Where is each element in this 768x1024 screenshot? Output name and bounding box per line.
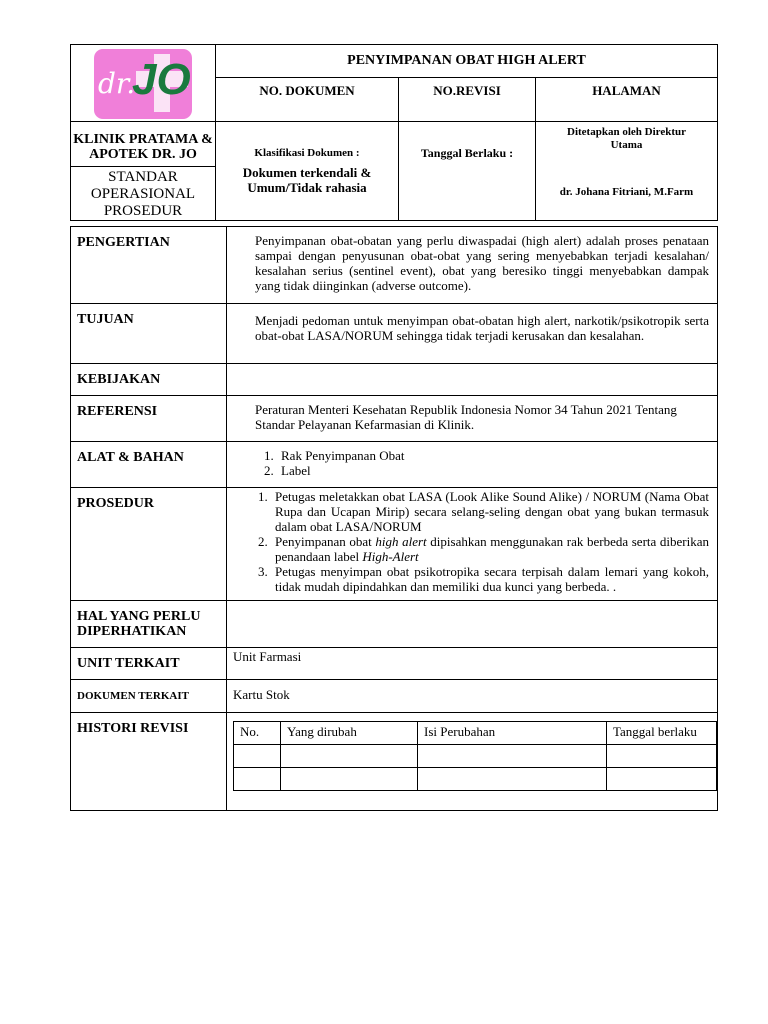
kebijakan-label: KEBIJAKAN bbox=[71, 364, 227, 396]
tujuan-label: TUJUAN bbox=[71, 304, 227, 364]
prosedur-step-1: 1. Petugas meletakkan obat LASA (Look Alike Sound Alike) / NORUM (Nama Obat Rupa dan Ucapan Mirip) secara selang-seling dengan obat yang bukan termasuk dalam obat LASA/NORUM bbox=[271, 489, 709, 534]
pengertian-text: Penyimpanan obat-obatan yang perlu diwaspadai (high alert) adalah proses penataan sampai dengan penyusunan obat-obat yang sering menyebabkan terjadi kesalahan/ kesalahan serius (sentinel event), obat yang beresiko tinggi menyebabkan dampak yang tidak diinginkan (adverse outcome). bbox=[227, 227, 718, 304]
prosedur-step-3: 3. Petugas menyimpan obat psikotropika secara terpisah dalam lemari yang kokoh, tidak mudah dipindahkan dan memiliki dua kunci yang berbeda. . bbox=[271, 564, 709, 594]
list-item: 1. Rak Penyimpanan Obat bbox=[277, 448, 709, 463]
table-header: Yang dirubah bbox=[281, 722, 418, 745]
logo-text-dr: dr. bbox=[98, 67, 136, 100]
klasifikasi-label: Klasifikasi Dokumen : bbox=[254, 147, 360, 159]
dokumen-terkait-text: Kartu Stok bbox=[227, 680, 718, 713]
ditetapkan-label: Ditetapkan oleh Direktur Utama bbox=[567, 126, 686, 151]
dokumen-terkait-label: DOKUMEN TERKAIT bbox=[71, 680, 227, 713]
table-header: No. bbox=[234, 722, 281, 745]
table-header: Tanggal berlaku bbox=[607, 722, 717, 745]
prosedur-label: PROSEDUR bbox=[71, 488, 227, 601]
clinic-info-cell bbox=[71, 122, 216, 221]
referensi-label: REFERENSI bbox=[71, 396, 227, 442]
klasifikasi-cell bbox=[216, 122, 399, 221]
clinic-logo bbox=[94, 49, 192, 119]
table-row bbox=[234, 745, 717, 768]
doc-type: STANDAR OPERASIONAL PROSEDUR bbox=[90, 169, 196, 219]
history-table bbox=[233, 721, 717, 791]
col-no-revisi: NO.REVISI bbox=[399, 78, 536, 122]
hal-perlu-text bbox=[227, 601, 718, 648]
logo-cell bbox=[71, 45, 216, 122]
klasifikasi-value: Dokumen terkendali & Umum/Tidak rahasia bbox=[242, 165, 372, 195]
tujuan-text: Menjadi pedoman untuk menyimpan obat-obatan high alert, narkotik/psikotropik serta obat-obat LASA/NORUM sehingga tidak terjadi kerusakan dan kesalahan. bbox=[227, 304, 718, 364]
referensi-text: Peraturan Menteri Kesehatan Republik Indonesia Nomor 34 Tahun 2021 Tentang Standar Pelayanan Kefarmasian di Klinik. bbox=[227, 396, 718, 442]
hal-perlu-label: HAL YANG PERLU DIPERHATIKAN bbox=[71, 601, 227, 648]
sop-body-table bbox=[70, 226, 718, 811]
histori-revisi-label: HISTORI REVISI bbox=[71, 713, 227, 811]
unit-terkait-label: UNIT TERKAIT bbox=[71, 648, 227, 680]
document-title: PENYIMPANAN OBAT HIGH ALERT bbox=[216, 45, 718, 78]
document-header bbox=[70, 44, 718, 221]
tanggal-berlaku: Tanggal Berlaku : bbox=[399, 122, 536, 221]
alat-bahan-list bbox=[227, 442, 718, 488]
ditetapkan-cell bbox=[536, 122, 718, 221]
list-item: 2. Label bbox=[277, 463, 709, 478]
table-header-row bbox=[234, 722, 717, 745]
kebijakan-text bbox=[227, 364, 718, 396]
prosedur-list bbox=[227, 488, 718, 601]
clinic-name: KLINIK PRATAMA & APOTEK DR. JO bbox=[73, 132, 213, 162]
unit-terkait-text: Unit Farmasi bbox=[227, 648, 718, 680]
pengertian-label: PENGERTIAN bbox=[71, 227, 227, 304]
prosedur-step-2: 2. Penyimpanan obat high alert dipisahkan menggunakan rak berbeda serta diberikan penandaan label High-Alert bbox=[271, 534, 709, 564]
logo-text-jo: JO bbox=[132, 55, 191, 104]
signatory-name: dr. Johana Fitriani, M.Farm bbox=[559, 186, 694, 198]
table-header: Isi Perubahan bbox=[418, 722, 607, 745]
col-halaman: HALAMAN bbox=[536, 78, 718, 122]
alat-bahan-label: ALAT & BAHAN bbox=[71, 442, 227, 488]
table-row bbox=[234, 768, 717, 791]
histori-revisi-cell bbox=[227, 713, 718, 811]
col-no-dokumen: NO. DOKUMEN bbox=[216, 78, 399, 122]
